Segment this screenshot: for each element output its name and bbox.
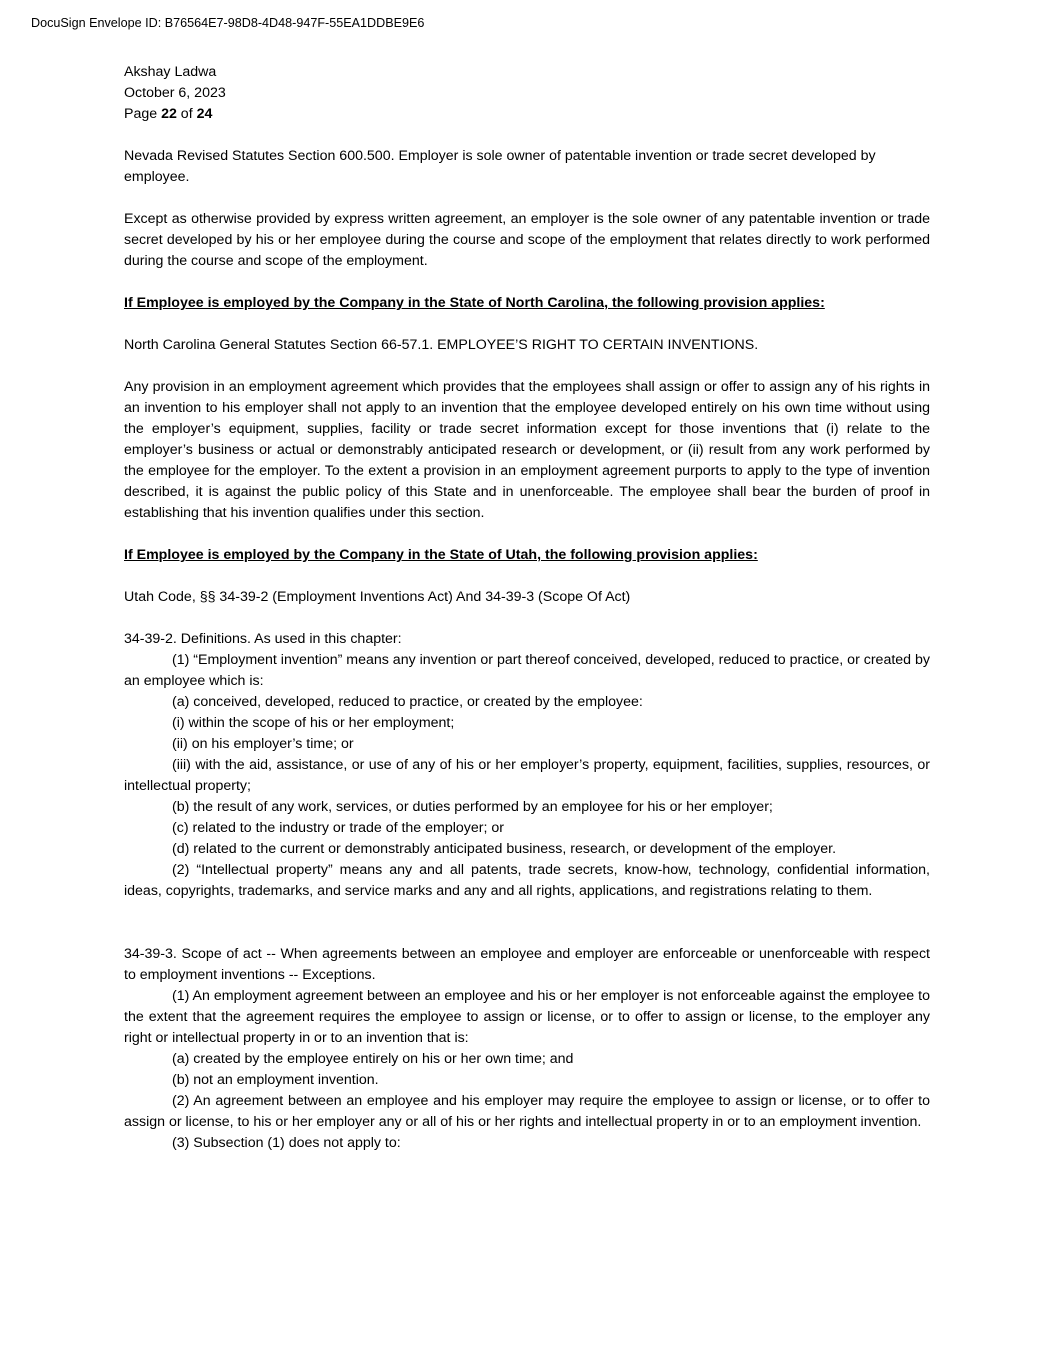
page-prefix: Page: [124, 106, 162, 122]
scope-item: (b) not an employment invention.: [172, 1072, 379, 1088]
recipient-name: Akshay Ladwa: [124, 64, 217, 80]
docusign-envelope-id: DocuSign Envelope ID: B76564E7-98D8-4D48-947F-55EA1DDBE9E6: [31, 16, 425, 30]
definition-item: (a) conceived, developed, reduced to practice, or created by the employee:: [172, 694, 643, 710]
page-of: of: [176, 106, 197, 122]
definition-item: (ii) on his employer’s time; or: [172, 736, 354, 752]
nevada-body: Except as otherwise provided by express written agreement, an employer is the sole owner of any patentable invention or trade secret developed by his or her employee during the course and scope of the employment that relates directly to work performed during the course and scope of the employment.: [124, 211, 930, 269]
north-carolina-heading: If Employee is employed by the Company in the State of North Carolina, the following provision applies:: [124, 295, 825, 311]
definitions-title: 34-39-2. Definitions. As used in this chapter:: [124, 631, 402, 647]
definition-item: (c) related to the industry or trade of the employer; or: [172, 820, 504, 836]
page-number: [124, 104, 930, 125]
north-carolina-title: North Carolina General Statutes Section 66-57.1. EMPLOYEE’S RIGHT TO CERTAIN INVENTIONS.: [124, 337, 759, 353]
page-current: 22: [161, 106, 177, 122]
scope-item: (1) An employment agreement between an employee and his or her employer is not enforceable against the employee to the extent that the agreement requires the employee to assign or license, or to offer to assign or license, to the employer any right or intellectual property in or to an invention that is:: [124, 988, 930, 1046]
page-total: 24: [196, 106, 213, 122]
definition-item: (d) related to the current or demonstrably anticipated business, research, or development of the employer.: [172, 841, 837, 857]
scope-item: (3) Subsection (1) does not apply to:: [172, 1135, 401, 1151]
document-page: [124, 62, 930, 1154]
nevada-title: Nevada Revised Statutes Section 600.500. Employer is sole owner of patentable invention or trade secret developed by employee.: [124, 148, 876, 185]
scope-item: (a) created by the employee entirely on his or her own time; and: [172, 1051, 574, 1067]
definition-item: (i) within the scope of his or her employment;: [172, 715, 455, 731]
definition-item: (2) “Intellectual property” means any and all patents, trade secrets, know-how, technology, confidential information, ideas, copyrights, trademarks, and service marks and any and all rights, applications, and registrations relating to them.: [124, 862, 930, 899]
scope-item: (2) An agreement between an employee and his employer may require the employee to assign or license, or to offer to assign or license, to his or her employer any or all of his or her rights and intellectual property in or to an employment invention.: [124, 1093, 930, 1130]
utah-title: Utah Code, §§ 34-39-2 (Employment Inventions Act) And 34-39-3 (Scope Of Act): [124, 589, 631, 605]
letter-date: October 6, 2023: [124, 85, 226, 101]
definition-item: (b) the result of any work, services, or duties performed by an employee for his or her employer;: [172, 799, 773, 815]
definition-item: (1) “Employment invention” means any invention or part thereof conceived, developed, reduced to practice, or created by an employee which is:: [124, 652, 930, 689]
utah-heading: If Employee is employed by the Company in the State of Utah, the following provision applies:: [124, 547, 758, 563]
definition-item: (iii) with the aid, assistance, or use of any of his or her employer’s property, equipment, facilities, supplies, resources, or intellectual property;: [124, 757, 930, 794]
scope-title: 34-39-3. Scope of act -- When agreements between an employee and employer are enforceable or unenforceable with respect to employment inventions -- Exceptions.: [124, 946, 930, 983]
north-carolina-body: Any provision in an employment agreement which provides that the employees shall assign or offer to assign any of his rights in an invention to his employer shall not apply to an invention that the employee developed entirely on his own time without using the employer’s equipment, supplies, facility or trade secret information except for those inventions that (i) relate to the employer’s business or actual or demonstrably anticipated research or development, or (ii) result from any work performed by the employee for the employer. To the extent a provision in an employment agreement purports to apply to the type of invention described, it is against the public policy of this State and in unenforceable. The employee shall bear the burden of proof in establishing that his invention qualifies under this section.: [124, 379, 930, 521]
